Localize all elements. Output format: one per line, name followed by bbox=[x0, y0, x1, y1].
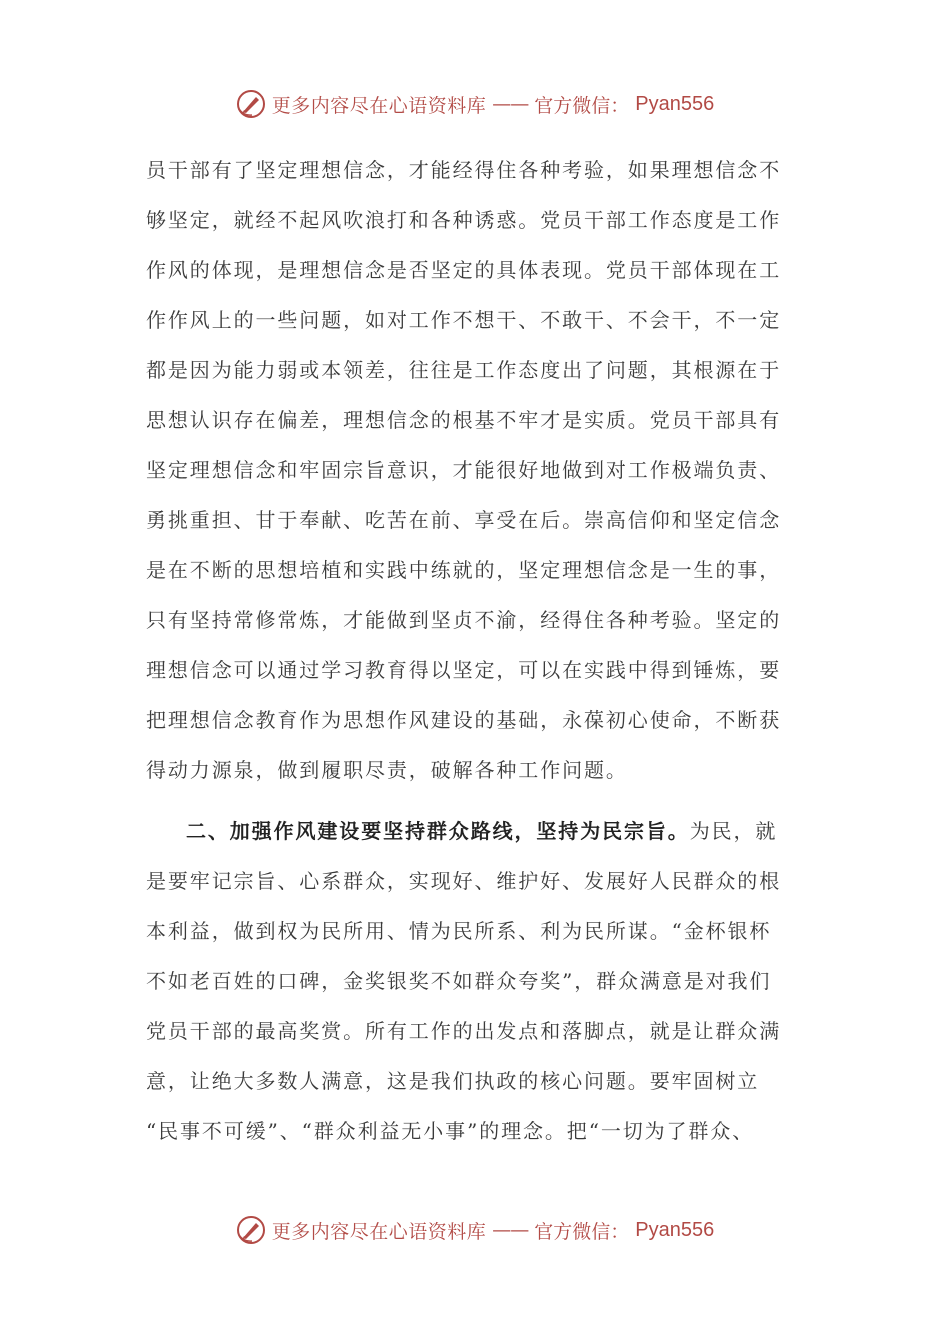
pen-logo-icon bbox=[236, 1215, 266, 1245]
text-line: 作风的体现，是理想信念是否坚定的具体表现。党员干部体现在工 bbox=[146, 258, 782, 282]
banner-wechat-label: 官方微信： bbox=[534, 1220, 630, 1243]
document-body bbox=[146, 145, 818, 1156]
text-line: 不如老百姓的口碑，金奖银奖不如群众夸奖”，群众满意是对我们 bbox=[146, 969, 772, 993]
text-line: “民事不可缓”、“群众利益无小事”的理念。把“一切为了群众、 bbox=[146, 1119, 755, 1143]
section-heading: 二、加强作风建设要坚持群众路线，坚持为民宗旨。 bbox=[186, 819, 690, 843]
text-line: 是在不断的思想培植和实践中练就的，坚定理想信念是一生的事， bbox=[146, 558, 782, 582]
banner-separator: —— bbox=[492, 93, 529, 115]
text-line: 只有坚持常修常炼，才能做到坚贞不渝，经得住各种考验。坚定的 bbox=[146, 608, 782, 632]
text-line: 理想信念可以通过学习教育得以坚定，可以在实践中得到锤炼，要 bbox=[146, 658, 782, 682]
paragraph-2-first-line bbox=[146, 806, 818, 856]
footer-banner bbox=[0, 1210, 950, 1250]
text-line: 把理想信念教育作为思想作风建设的基础，永葆初心使命，不断获 bbox=[146, 708, 782, 732]
text-line: 党员干部的最高奖赏。所有工作的出发点和落脚点，就是让群众满 bbox=[146, 1019, 782, 1043]
text-line: 是要牢记宗旨、心系群众，实现好、维护好、发展好人民群众的根 bbox=[146, 869, 782, 893]
text-line: 思想认识存在偏差，理想信念的根基不牢才是实质。党员干部具有 bbox=[146, 408, 782, 432]
text-line: 作作风上的一些问题，如对工作不想干、不敢干、不会干，不一定 bbox=[146, 308, 782, 332]
banner-wechat-id: Pyan556 bbox=[635, 92, 715, 115]
banner-text: 更多内容尽在心语资料库 bbox=[271, 1220, 487, 1243]
banner-text: 更多内容尽在心语资料库 bbox=[271, 94, 487, 117]
text-line: 得动力源泉，做到履职尽责，破解各种工作问题。 bbox=[146, 758, 628, 782]
banner-separator: —— bbox=[492, 1219, 529, 1241]
header-banner bbox=[0, 84, 950, 124]
paragraph-1 bbox=[146, 145, 818, 795]
banner-wechat-id: Pyan556 bbox=[635, 1218, 715, 1241]
banner-wechat-label: 官方微信： bbox=[534, 94, 630, 117]
text-span: 为民，就 bbox=[689, 819, 778, 843]
text-line: 都是因为能力弱或本领差，往往是工作态度出了问题，其根源在于 bbox=[146, 358, 782, 382]
text-line: 员干部有了坚定理想信念，才能经得住各种考验，如果理想信念不 bbox=[146, 158, 782, 182]
pen-logo-icon bbox=[236, 89, 266, 119]
text-line: 本利益，做到权为民所用、情为民所系、利为民所谋。“金杯银杯 bbox=[146, 919, 772, 943]
text-line: 够坚定，就经不起风吹浪打和各种诱惑。党员干部工作态度是工作 bbox=[146, 208, 782, 232]
text-line: 意，让绝大多数人满意，这是我们执政的核心问题。要牢固树立 bbox=[146, 1069, 760, 1093]
text-line: 勇挑重担、甘于奉献、吃苦在前、享受在后。崇高信仰和坚定信念 bbox=[146, 508, 782, 532]
paragraph-2 bbox=[146, 806, 818, 1156]
text-line: 坚定理想信念和牢固宗旨意识，才能很好地做到对工作极端负责、 bbox=[146, 458, 782, 482]
